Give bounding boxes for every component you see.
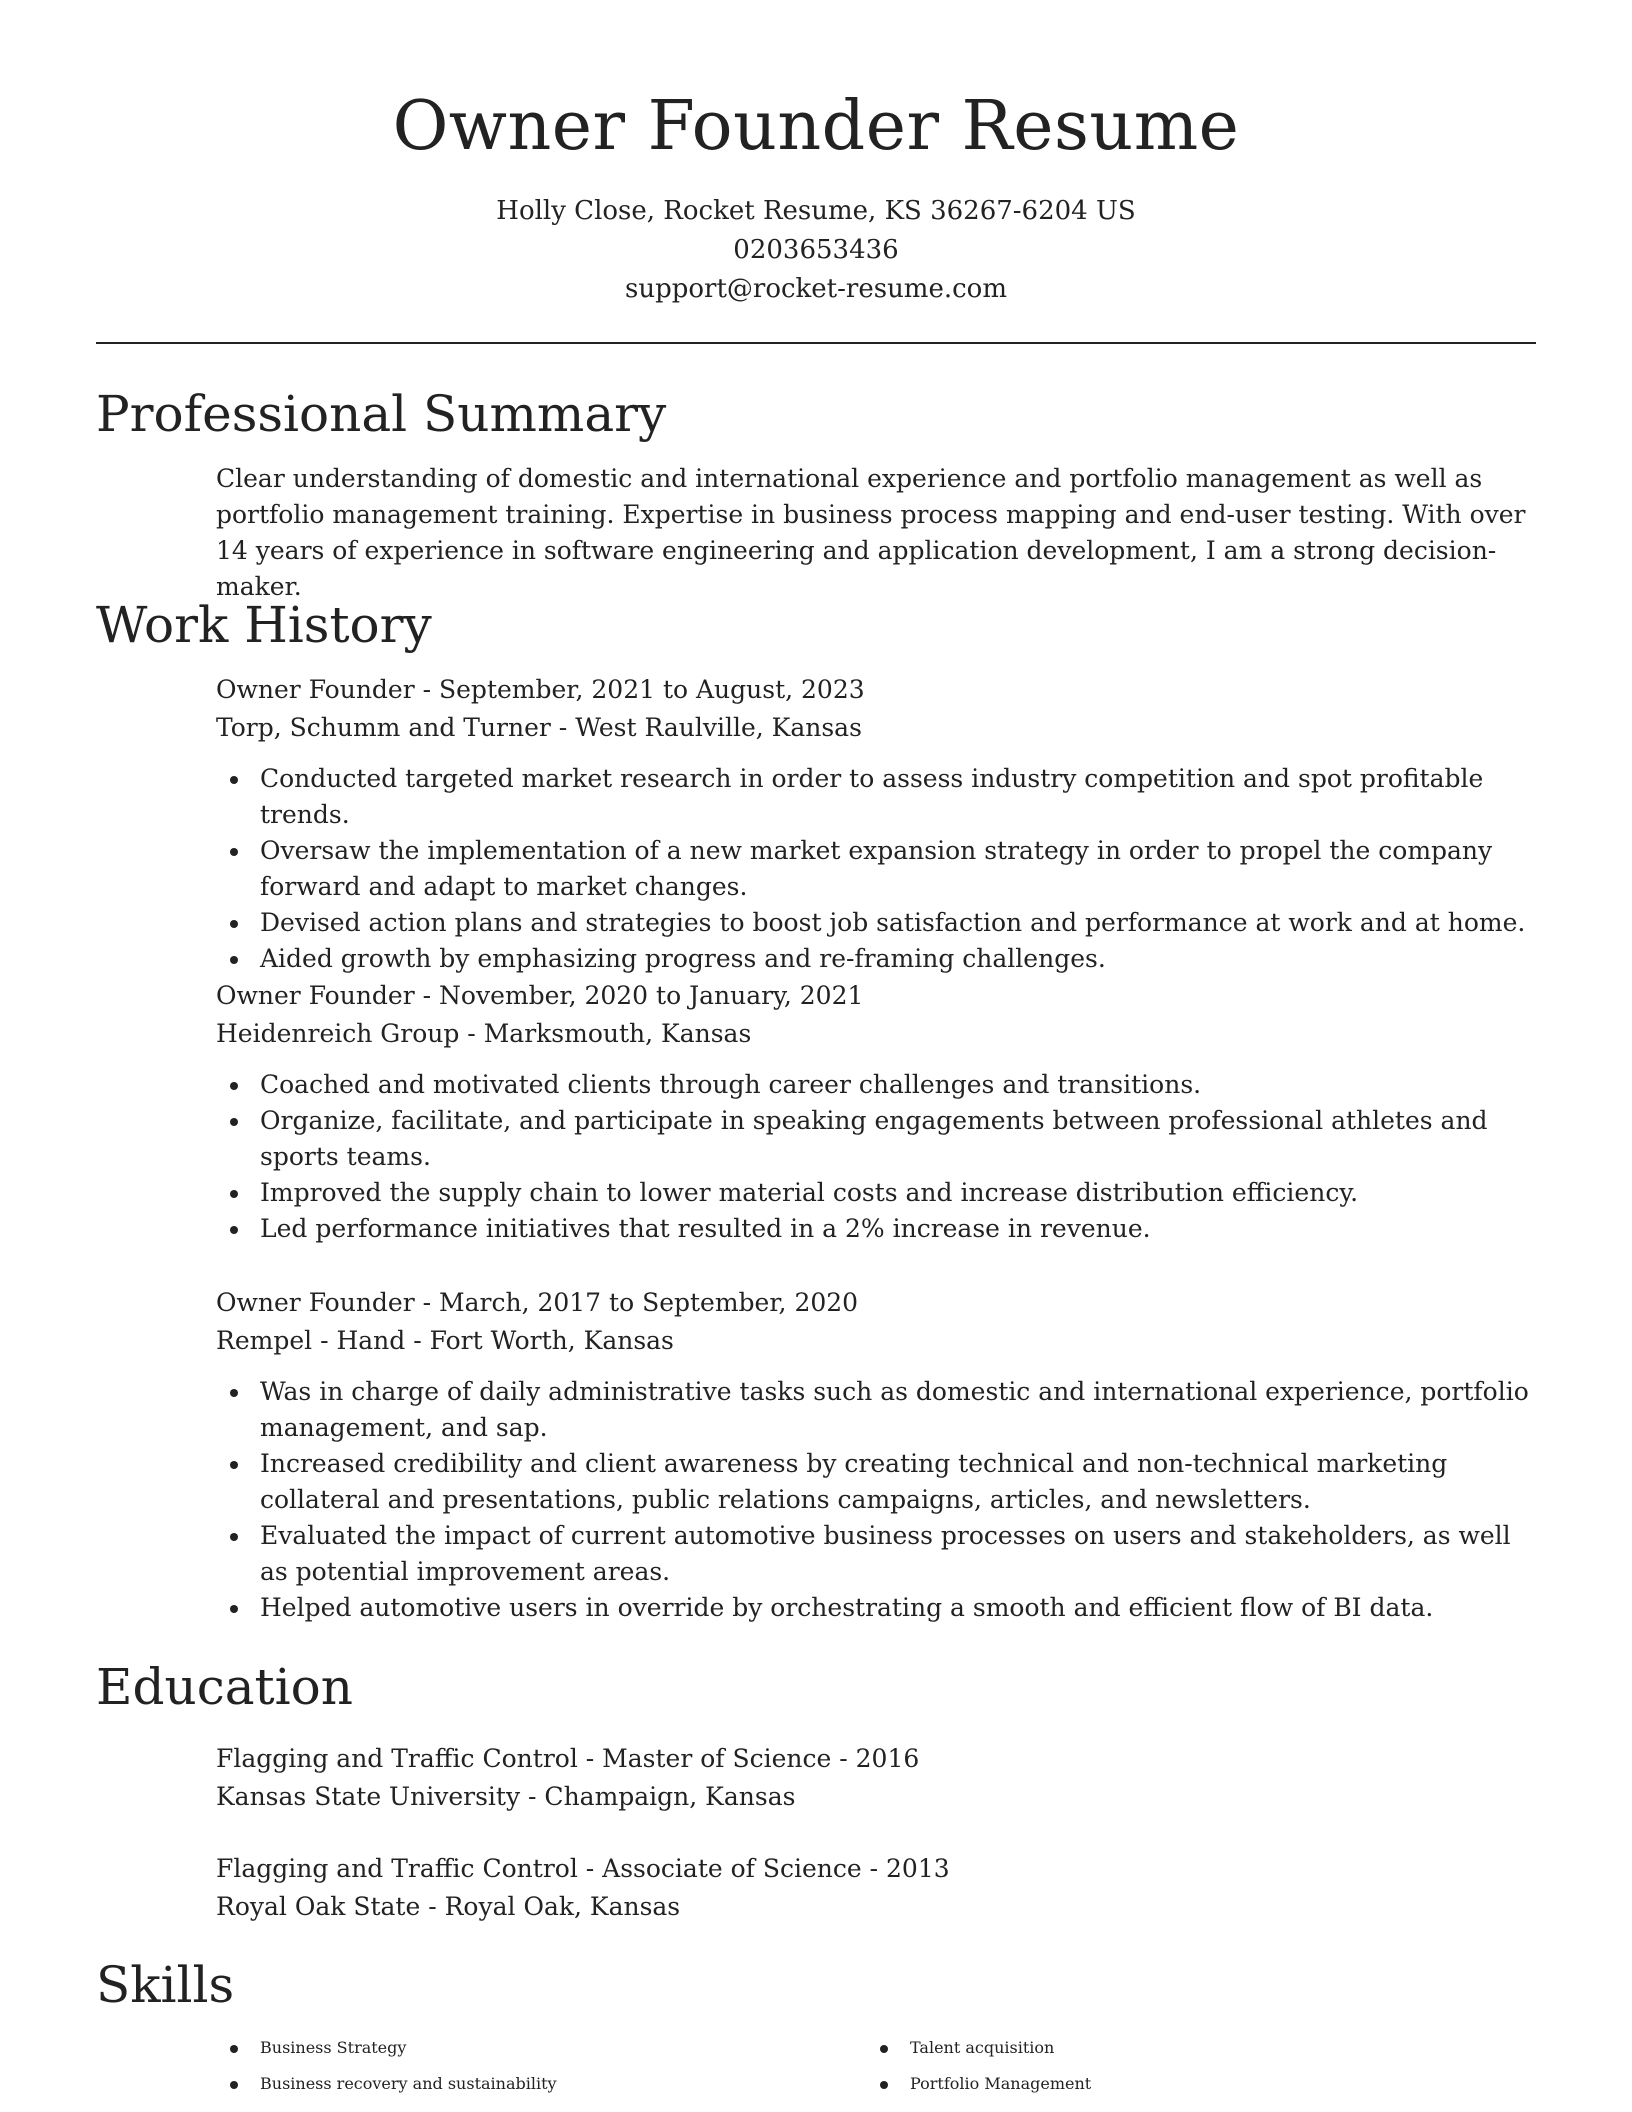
- list-item: Talent acquisition: [866, 2030, 1516, 2066]
- education-field: Flagging and Traffic Control - Master of Science: [216, 1744, 832, 1773]
- job-bullets: [216, 1374, 1536, 1626]
- job-dates: - September, 2021 to August, 2023: [414, 675, 865, 704]
- job-company-line: [216, 1015, 1536, 1053]
- list-item: Led performance initiatives that resulted in a 2% increase in revenue.: [216, 1211, 1536, 1247]
- education-school: Kansas State University: [216, 1782, 521, 1811]
- education-school: Royal Oak State: [216, 1892, 421, 1921]
- list-item: Increased credibility and client awareness by creating technical and non-technical marketing collateral and presentations, public relations campaigns, articles, and newsletters.: [216, 1446, 1536, 1518]
- list-item: Business Strategy: [216, 2030, 866, 2066]
- contact-address: Holly Close, Rocket Resume, KS 36267-6204 US: [496, 196, 1136, 226]
- job-title: Owner Founder: [216, 675, 415, 704]
- job-location: - West Raulville, Kansas: [550, 713, 862, 742]
- job-bullets: [216, 761, 1536, 977]
- list-item: Devised action plans and strategies to boost job satisfaction and performance at work and at home.: [216, 905, 1536, 941]
- contact-email: support@rocket-resume.com: [624, 274, 1007, 304]
- education-heading: Education: [96, 1658, 353, 1716]
- education-year: - 2016: [831, 1744, 920, 1773]
- job-title-line: [216, 1284, 1536, 1322]
- job-location: - Fort Worth, Kansas: [405, 1326, 674, 1355]
- education-degree-line: [216, 1850, 1536, 1888]
- job-entry-1: [216, 671, 1536, 977]
- education-degree-line: [216, 1740, 1536, 1778]
- resume-title: Owner Founder Resume: [392, 87, 1240, 166]
- list-item: Aided growth by emphasizing progress and re-framing challenges.: [216, 941, 1536, 977]
- job-company-line: [216, 1322, 1536, 1360]
- education-school-line: [216, 1778, 1536, 1816]
- job-bullets: [216, 1067, 1536, 1247]
- job-dates: - March, 2017 to September, 2020: [414, 1288, 859, 1317]
- list-item: Helped automotive users in override by orchestrating a smooth and efficient flow of BI data.: [216, 1590, 1536, 1626]
- resume-header: [96, 84, 1536, 309]
- list-item: Was in charge of daily administrative tasks such as domestic and international experience, portfolio management, and sap.: [216, 1374, 1536, 1446]
- job-dates: - November, 2020 to January, 2021: [414, 981, 864, 1010]
- header-divider: [96, 342, 1536, 344]
- summary-heading: Professional Summary: [96, 385, 667, 443]
- job-company: Rempel - Hand: [216, 1326, 406, 1355]
- education-location: - Champaign, Kansas: [520, 1782, 796, 1811]
- job-title-line: [216, 671, 1536, 709]
- education-year: - 2013: [861, 1854, 950, 1883]
- skills-column-right: [866, 2030, 1516, 2102]
- job-location: - Marksmouth, Kansas: [459, 1019, 752, 1048]
- list-item: Improved the supply chain to lower material costs and increase distribution efficiency.: [216, 1175, 1536, 1211]
- list-item: Evaluated the impact of current automotive business processes on users and stakeholders, as well as potential improvement areas.: [216, 1518, 1536, 1590]
- education-entry-1: [216, 1740, 1536, 1816]
- job-entry-2: [216, 977, 1536, 1247]
- summary-text: Clear understanding of domestic and international experience and portfolio management as well as portfolio management training. Expertise in business process mapping and end-user testing. With over 14 years of experience in software engineering and application development, I am a strong decision-maker.: [216, 464, 1526, 601]
- education-field: Flagging and Traffic Control - Associate of Science: [216, 1854, 862, 1883]
- list-item: Portfolio Management: [866, 2066, 1516, 2102]
- job-title: Owner Founder: [216, 981, 415, 1010]
- job-entry-3: [216, 1284, 1536, 1626]
- list-item: Business recovery and sustainability: [216, 2066, 866, 2102]
- education-location: - Royal Oak, Kansas: [420, 1892, 681, 1921]
- list-item: Organize, facilitate, and participate in speaking engagements between professional athletes and sports teams.: [216, 1103, 1536, 1175]
- job-title-line: [216, 977, 1536, 1015]
- job-company-line: [216, 709, 1536, 747]
- work-history-heading: Work History: [96, 596, 432, 654]
- list-item: Oversaw the implementation of a new market expansion strategy in order to propel the company forward and adapt to market changes.: [216, 833, 1536, 905]
- contact-phone: 0203653436: [733, 235, 899, 265]
- job-company: Torp, Schumm and Turner: [216, 713, 551, 742]
- education-entry-2: [216, 1850, 1536, 1926]
- job-company: Heidenreich Group: [216, 1019, 460, 1048]
- education-school-line: [216, 1888, 1536, 1926]
- list-item: Conducted targeted market research in order to assess industry competition and spot profitable trends.: [216, 761, 1536, 833]
- skills-column-left: [216, 2030, 866, 2102]
- contact-info: [96, 192, 1536, 309]
- list-item: Coached and motivated clients through career challenges and transitions.: [216, 1067, 1536, 1103]
- job-title: Owner Founder: [216, 1288, 415, 1317]
- skills-heading: Skills: [96, 1956, 235, 2014]
- skills-list: [216, 2030, 1536, 2102]
